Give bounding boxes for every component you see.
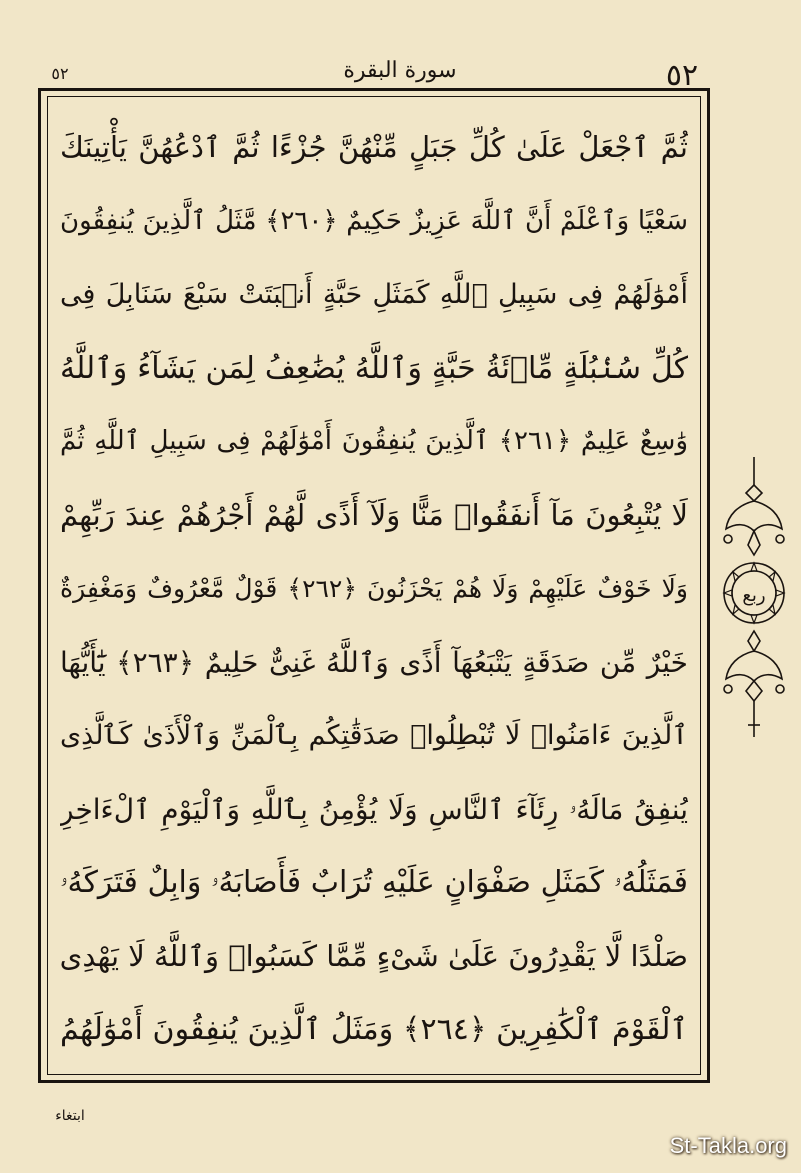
page-number-small: ٥٢: [51, 64, 69, 83]
verse-line: أَمْوَٰلَهُمْ فِى سَبِيلِ ٱللَّهِ كَمَثَلِ حَبَّةٍ أَنۢبَتَتْ سَبْعَ سَنَابِلَ فِى: [60, 279, 688, 310]
verse-line: ٱلَّذِينَ ءَامَنُوا۟ لَا تُبْطِلُوا۟ صَدَقَٰتِكُم بِٱلْمَنِّ وَٱلْأَذَىٰ كَٱلَّذِى: [60, 720, 688, 751]
ornament-label: ربع: [742, 585, 766, 606]
page-number: ٥٢: [665, 58, 699, 93]
verse-line: خَيْرٌ مِّن صَدَقَةٍ يَتْبَعُهَآ أَذًى وَٱللَّهُ غَنِىٌّ حَلِيمٌ ﴿٢٦٣﴾ يَٰٓأَيُّهَا: [60, 645, 688, 679]
verse-line: وَٰسِعٌ عَلِيمٌ ﴿٢٦١﴾ ٱلَّذِينَ يُنفِقُونَ أَمْوَٰلَهُمْ فِى سَبِيلِ ٱللَّهِ ثُمَّ: [60, 426, 688, 456]
verse-line: فَمَثَلُهُۥ كَمَثَلِ صَفْوَانٍ عَلَيْهِ تُرَابٌ فَأَصَابَهُۥ وَابِلٌ فَتَرَكَهُۥ: [60, 865, 688, 900]
verse-line: وَلَا خَوْفٌ عَلَيْهِمْ وَلَا هُمْ يَحْزَنُونَ ﴿٢٦٢﴾ قَوْلٌ مَّعْرُوفٌ وَمَغْفِرَةٌ: [60, 574, 688, 603]
verse-line: لَا يُتْبِعُونَ مَآ أَنفَقُوا۟ مَنًّا وَلَآ أَذًى لَّهُمْ أَجْرُهُمْ عِندَ رَبِّهِمْ: [60, 497, 688, 532]
verse-line: سَعْيًا وَٱعْلَمْ أَنَّ ٱللَّهَ عَزِيزٌ حَكِيمٌ ﴿٢٦٠﴾ مَّثَلُ ٱلَّذِينَ يُنفِقُونَ: [60, 205, 688, 236]
catchword: ابتغاء: [55, 1108, 85, 1124]
verse-line: صَلْدًا لَّا يَقْدِرُونَ عَلَىٰ شَىْءٍ مِّمَّا كَسَبُوا۟ وَٱللَّهُ لَا يَهْدِى: [60, 938, 688, 973]
verse-text-block: [60, 116, 688, 1061]
hizb-marker-ornament: [718, 455, 790, 745]
verse-line: ثُمَّ ٱجْعَلْ عَلَىٰ كُلِّ جَبَلٍ مِّنْهُنَّ جُزْءًا ثُمَّ ٱدْعُهُنَّ يَأْتِينَكَ: [60, 130, 688, 164]
watermark: St-Takla.org: [669, 1133, 787, 1158]
verse-line: يُنفِقُ مَالَهُۥ رِئَآءَ ٱلنَّاسِ وَلَا يُؤْمِنُ بِٱللَّهِ وَٱلْيَوْمِ ٱلْءَاخِرِ: [60, 792, 688, 826]
surah-title: سورة البقرة: [343, 58, 457, 83]
verse-line: ٱلْقَوْمَ ٱلْكَٰفِرِينَ ﴿٢٦٤﴾ وَمَثَلُ ٱلَّذِينَ يُنفِقُونَ أَمْوَٰلَهُمُ: [60, 1012, 688, 1047]
verse-line: كُلِّ سُنۢبُلَةٍ مِّا۟ئَةُ حَبَّةٍ وَٱللَّهُ يُضَٰعِفُ لِمَن يَشَآءُ وَٱللَّهُ: [60, 350, 688, 386]
